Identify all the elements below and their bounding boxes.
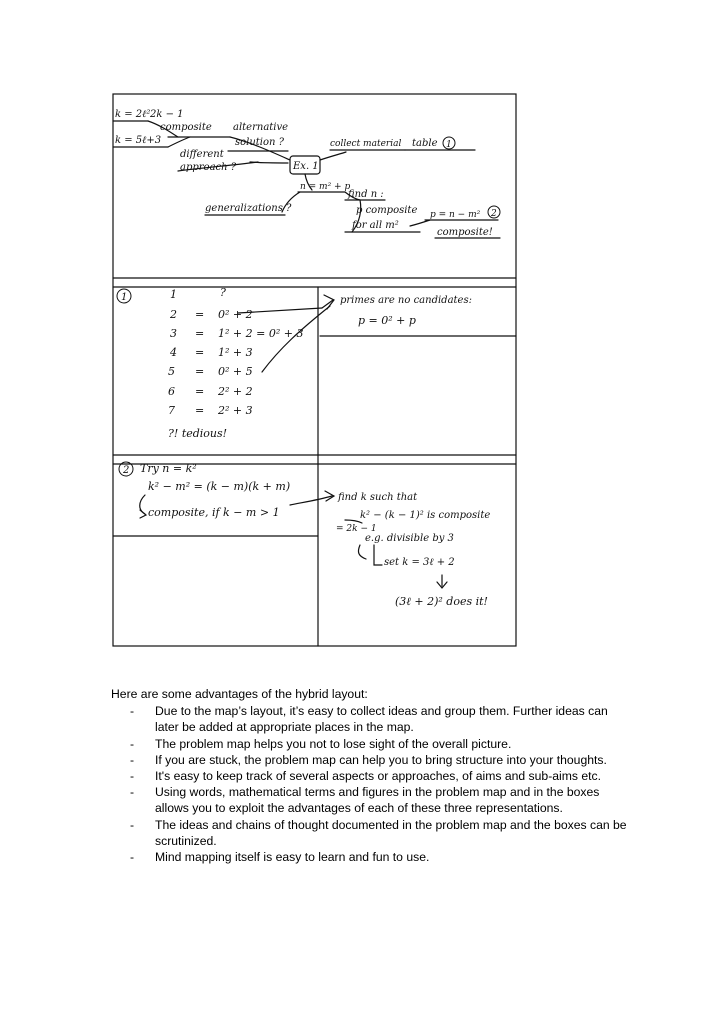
box2-try: Try n = k² xyxy=(140,462,197,475)
map-k-2l2: k = 2ℓ² xyxy=(115,109,151,120)
list-item xyxy=(111,784,631,816)
box1-row-eq: = xyxy=(195,385,205,398)
bullet-marker: - xyxy=(130,704,135,719)
bullet-marker: - xyxy=(130,752,135,767)
box1-row-n: 7 xyxy=(168,404,175,417)
box1-row-n: 5 xyxy=(168,365,175,378)
list-item-text: The ideas and chains of thought documented in the problem map and the boxes can be scrutinized. xyxy=(155,817,627,848)
bullet-marker: - xyxy=(130,769,135,784)
map-n-equation: n = m² + p xyxy=(300,182,351,192)
map-approach: approach ? xyxy=(180,162,237,173)
box1-row-expr: ? xyxy=(220,286,226,299)
box1-row-expr: 1² + 2 = 0² + 3 xyxy=(218,327,304,340)
map-composite: composite xyxy=(160,122,212,133)
box1-row-eq: = xyxy=(195,346,205,359)
map-find-n: find n : xyxy=(348,189,384,200)
list-item-text: It's easy to keep track of several aspects or approaches, of aims and sub-aims etc. xyxy=(155,769,602,784)
map-alternative: alternative xyxy=(233,122,289,133)
box1-marker: 1 xyxy=(121,292,128,303)
list-item xyxy=(111,752,631,768)
list-item-text: If you are stuck, the problem map can help you to bring structure into your thoughts. xyxy=(155,752,607,767)
list-item-text: Due to the map’s layout, it’s easy to collect ideas and group them. Further ideas can later be added at appropriate places in the map. xyxy=(155,704,608,735)
bullet-marker: - xyxy=(130,736,135,751)
bullet-marker: - xyxy=(130,817,135,832)
box2-composite-if: composite, if k − m > 1 xyxy=(148,506,280,519)
box2-marker: 2 xyxy=(123,465,130,476)
box1-row-n: 6 xyxy=(168,385,175,398)
map-p-marker: 2 xyxy=(491,209,497,219)
list-item xyxy=(111,849,631,865)
box2-k-expression: k² − (k − 1)² is composite xyxy=(360,510,491,521)
list-item xyxy=(111,768,631,784)
map-p-composite: p composite xyxy=(356,205,418,216)
list-item xyxy=(111,736,631,752)
box1-row-expr: 1² + 3 xyxy=(218,346,253,359)
map-generalizations: generalizations ? xyxy=(205,203,292,214)
advantages-text xyxy=(111,686,631,865)
bullet-marker: - xyxy=(130,850,135,865)
map-k-5l3: k = 5ℓ+3 xyxy=(115,135,162,146)
box1-row-n: 2 xyxy=(170,308,177,321)
advantages-list xyxy=(111,703,631,865)
box2-does-it: (3ℓ + 2)² does it! xyxy=(395,595,488,608)
map-ex1: Ex. 1 xyxy=(293,161,319,172)
box1-row-eq: = xyxy=(195,308,205,321)
list-item xyxy=(111,817,631,849)
box2-find-k: find k such that xyxy=(338,492,418,503)
box1-row-eq: = xyxy=(195,327,205,340)
box1-primes-note: primes are no candidates: xyxy=(340,295,472,306)
box1-primes-equation: p = 0² + p xyxy=(358,314,416,327)
list-item-text: The problem map helps you not to lose sight of the overall picture. xyxy=(155,736,512,751)
box2-two-k: = 2k − 1 xyxy=(336,524,377,534)
box1-row-n: 4 xyxy=(170,346,177,359)
box1-row-eq: = xyxy=(195,404,205,417)
bullet-marker: - xyxy=(130,785,135,800)
list-item-text: Mind mapping itself is easy to learn and fun to use. xyxy=(155,850,430,865)
map-collect-material: collect material xyxy=(330,139,402,149)
box1-row-n: 1 xyxy=(170,288,177,301)
box1-row-expr: 0² + 5 xyxy=(218,365,253,378)
box1-row-n: 3 xyxy=(170,327,177,340)
box1-tedious: ?! tedious! xyxy=(168,427,228,440)
map-composite-2: composite! xyxy=(437,227,493,238)
box1-row-expr: 2² + 2 xyxy=(218,385,253,398)
box2-difference: k² − m² = (k − m)(k + m) xyxy=(148,480,291,493)
advantages-intro: Here are some advantages of the hybrid layout: xyxy=(111,687,368,701)
box1-row-expr: 2² + 3 xyxy=(218,404,253,417)
map-for-all: for all m² xyxy=(352,220,399,231)
map-2k-1: 2k − 1 xyxy=(150,109,184,120)
list-item xyxy=(111,703,631,735)
map-table-marker: 1 xyxy=(446,140,452,150)
box2-set-k: set k = 3ℓ + 2 xyxy=(384,557,455,568)
map-different: different xyxy=(180,149,224,160)
map-p-equation: p = n − m² xyxy=(430,210,481,220)
box1-row-eq: = xyxy=(195,365,205,378)
map-solution: solution ? xyxy=(235,137,285,148)
map-table: table xyxy=(412,138,438,149)
box2-eg: e.g. divisible by 3 xyxy=(365,533,454,544)
list-item-text: Using words, mathematical terms and figures in the problem map and in the boxes allows you to exploit the advantages of each of these three representations. xyxy=(155,785,600,816)
box1-row-expr: 0² + 2 xyxy=(218,308,253,321)
